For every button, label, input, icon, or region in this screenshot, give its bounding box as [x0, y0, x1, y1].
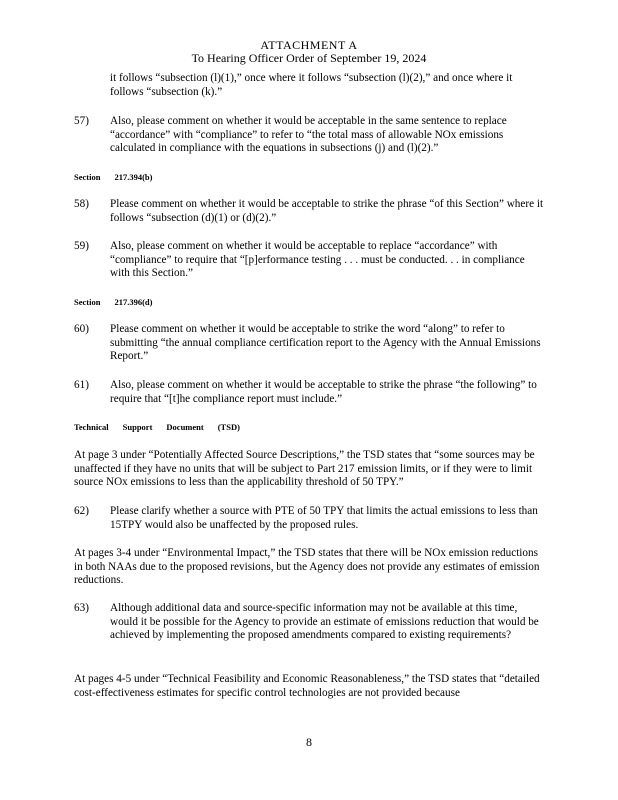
question-60	[74, 323, 544, 364]
tsd-heading	[74, 422, 254, 432]
question-number: 62)	[74, 505, 89, 517]
question-57	[74, 115, 544, 156]
section-word: Section	[74, 297, 101, 307]
section-word: Section	[74, 172, 101, 182]
tsd-word-3: Document	[166, 422, 204, 432]
question-62	[74, 505, 544, 532]
question-59	[74, 240, 544, 281]
section-ref: 217.394(b)	[114, 172, 153, 182]
paragraph-environmental-impact: At pages 3-4 under “Environmental Impact,” the TSD states that there will be NOx emission reductions in both NAAs due to the proposed revisions, but the Agency does not provide any estimates of emission reductions.	[74, 547, 540, 587]
question-text: Please comment on whether it would be acceptable to strike the phrase “of this Section” where it follows “subsection (d)(1) or (d)(2).”	[110, 198, 544, 224]
question-text: Also, please comment on whether it would be acceptable to strike the phrase “the following” to require that “[t]he compliance report must include.”	[110, 379, 537, 405]
question-63	[74, 602, 544, 643]
question-number: 61)	[74, 379, 89, 391]
order-subtitle: To Hearing Officer Order of September 19, 2024	[191, 51, 427, 65]
question-number: 58)	[74, 198, 89, 210]
question-text: Also, please comment on whether it would be acceptable to replace “accordance” with “compliance” to require that “[p]erformance testing . . . must be conducted. . . in compliance with this Section.”	[110, 240, 525, 280]
question-number: 59)	[74, 240, 89, 252]
paragraph-potentially-affected: At page 3 under “Potentially Affected Source Descriptions,” the TSD states that “some sources may be unaffected if they have no units that will be subject to Part 217 emission limits, or if they were to limit source NOx emissions to less than the applicability threshold of 50 TPY.”	[74, 449, 535, 489]
question-61	[74, 379, 544, 406]
question-text: Although additional data and source-specific information may not be available at this time, would it be possible for the Agency to provide an estimate of emissions reduction that would be achieved by implementing the proposed amendments compared to existing requirements?	[110, 602, 539, 642]
section-heading-217-394b	[74, 172, 166, 182]
question-text: Please comment on whether it would be acceptable to strike the word “along” to refer to submitting “the annual compliance certification report to the Agency with the Annual Emissions Report.”	[110, 323, 541, 363]
question-text: Also, please comment on whether it would be acceptable in the same sentence to replace “accordance” with “compliance” to refer to “the total mass of allowable NOx emissions calculated in compliance with the equations in subsections (j) and (l)(2).”	[110, 115, 507, 155]
question-number: 60)	[74, 323, 89, 335]
tsd-word-1: Technical	[74, 422, 109, 432]
paragraph-technical-feasibility: At pages 4-5 under “Technical Feasibility and Economic Reasonableness,” the TSD states that “detailed cost-effectiveness estimates for specific control technologies are not provided because	[74, 673, 540, 699]
question-number: 63)	[74, 602, 89, 614]
section-heading-217-396d	[74, 297, 166, 307]
question-58	[74, 198, 544, 225]
attachment-title: ATTACHMENT A	[260, 38, 358, 52]
section-ref: 217.396(d)	[114, 297, 153, 307]
tsd-word-4: (TSD)	[217, 422, 240, 432]
tsd-word-2: Support	[122, 422, 153, 432]
question-text: Please clarify whether a source with PTE of 50 TPY that limits the actual emissions to less than 15TPY would also be unaffected by the proposed rules.	[110, 505, 538, 531]
page-number: 8	[306, 735, 312, 749]
continuation-text: it follows “subsection (l)(1),” once where it follows “subsection (l)(2),” and once where it follows “subsection (k).”	[110, 72, 513, 98]
question-number: 57)	[74, 115, 89, 127]
